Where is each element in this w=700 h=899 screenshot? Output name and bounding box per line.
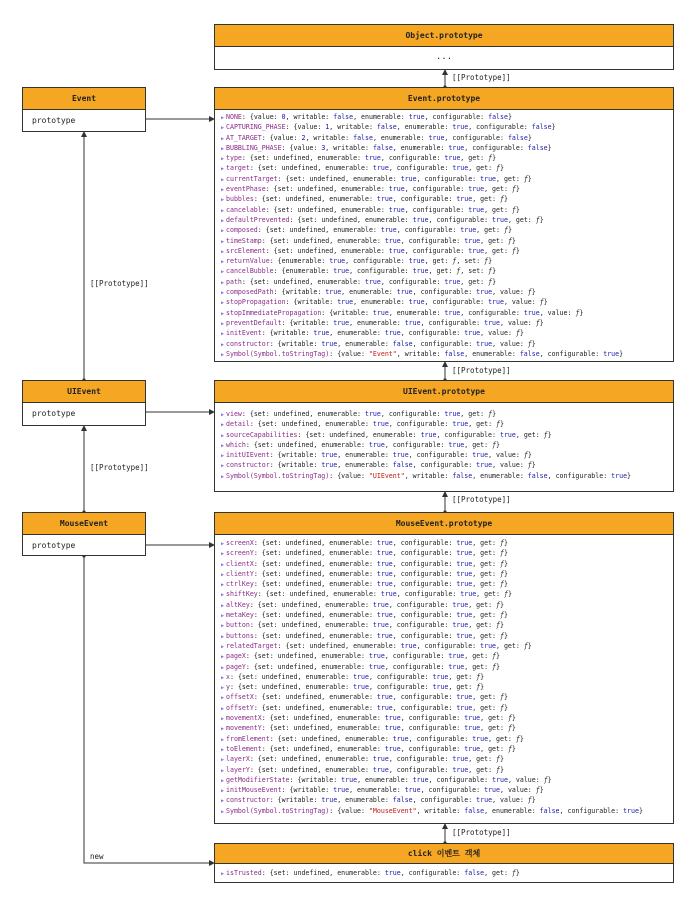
- expand-triangle-icon[interactable]: ▶: [221, 432, 225, 439]
- property-descriptor: {set: undefined, enumerable: true, configurable: true, get: ƒ}: [297, 215, 544, 224]
- property-row[interactable]: ▶ getModifierState: {writable: true, enumerable: true, configurable: true, value: ƒ}: [221, 775, 552, 784]
- object-prototype-box: [214, 24, 674, 70]
- property-key: sourceCapabilities: [226, 430, 298, 439]
- expand-triangle-icon[interactable]: ▶: [221, 777, 225, 784]
- link-new: [84, 556, 214, 863]
- object-prototype-title: Object.prototype: [215, 25, 673, 47]
- expand-triangle-icon[interactable]: ▶: [221, 541, 225, 547]
- property-row[interactable]: ▶ layerY: {set: undefined, enumerable: true, configurable: true, get: ƒ}: [221, 765, 504, 774]
- property-row[interactable]: ▶ detail: {set: undefined, enumerable: true, configurable: true, get: ƒ}: [221, 420, 504, 429]
- uievent-prototype-props: [215, 403, 673, 481]
- expand-triangle-icon[interactable]: ▶: [221, 310, 225, 317]
- expand-triangle-icon[interactable]: ▶: [221, 259, 225, 266]
- property-row[interactable]: ▶ cancelable: {set: undefined, enumerable: true, configurable: true, get: ƒ}: [221, 205, 520, 214]
- object-prototype-body: ...: [435, 52, 453, 62]
- property-key: Symbol(Symbol.toStringTag): [226, 471, 330, 480]
- property-row[interactable]: ▶ composedPath: {writable: true, enumerable: true, configurable: true, value: ƒ}: [221, 288, 536, 297]
- property-descriptor: {set: undefined, enumerable: true, configurable: true, get: ƒ}: [249, 277, 497, 286]
- property-row[interactable]: ▶ constructor: {writable: true, enumerable: false, configurable: true, value: ƒ}: [221, 339, 536, 348]
- property-row[interactable]: ▶ BUBBLING_PHASE: {value: 3, writable: false, enumerable: true, configurable: false}: [221, 143, 552, 152]
- expand-triangle-icon[interactable]: ▶: [221, 623, 225, 630]
- expand-triangle-icon[interactable]: ▶: [221, 300, 225, 307]
- expand-triangle-icon[interactable]: ▶: [221, 290, 225, 297]
- property-row[interactable]: ▶ shiftKey: {set: undefined, enumerable: true, configurable: true, get: ƒ}: [221, 590, 512, 599]
- property-descriptor: {value: 3, writable: false, enumerable: true, configurable: false}: [289, 143, 552, 152]
- expand-triangle-icon[interactable]: ▶: [221, 442, 225, 449]
- property-descriptor: {set: undefined, enumerable: true, configurable: true, get: ƒ}: [265, 590, 512, 599]
- expand-triangle-icon[interactable]: ▶: [221, 248, 225, 255]
- expand-triangle-icon[interactable]: ▶: [221, 633, 225, 640]
- expand-triangle-icon[interactable]: ▶: [221, 602, 225, 609]
- expand-triangle-icon[interactable]: ▶: [221, 135, 225, 142]
- property-key: clientY: [226, 569, 254, 578]
- prototype-link-label: [[Prototype]]: [452, 495, 511, 504]
- property-descriptor: {set: undefined, enumerable: true, configurable: true, get: ƒ}: [249, 154, 497, 163]
- property-key: stopImmediatePropagation: [226, 308, 322, 317]
- property-row[interactable]: ▶ srcElement: {set: undefined, enumerable: true, configurable: true, get: ƒ}: [221, 246, 520, 255]
- property-key: composed: [226, 226, 258, 235]
- expand-triangle-icon[interactable]: ▶: [221, 228, 225, 235]
- property-row[interactable]: ▶ initMouseEvent: {writable: true, enumerable: true, configurable: true, value: ƒ}: [221, 786, 544, 795]
- expand-triangle-icon[interactable]: ▶: [221, 716, 225, 723]
- property-row[interactable]: ▶ y: {set: undefined, enumerable: true, configurable: true, get: ƒ}: [221, 683, 485, 692]
- property-descriptor: {writable: true, enumerable: true, configurable: true, value: ƒ}: [289, 786, 544, 795]
- property-descriptor: {set: undefined, enumerable: true, configurable: true, get: ƒ}: [237, 683, 485, 692]
- property-descriptor: {writable: true, enumerable: false, configurable: true, value: ƒ}: [277, 461, 536, 470]
- expand-triangle-icon[interactable]: ▶: [221, 808, 225, 815]
- expand-triangle-icon[interactable]: ▶: [221, 217, 225, 224]
- property-row[interactable]: ▶ constructor: {writable: true, enumerable: false, configurable: true, value: ƒ}: [221, 796, 536, 805]
- property-row[interactable]: ▶ movementX: {set: undefined, enumerable: true, configurable: true, get: ƒ}: [221, 714, 516, 723]
- property-key: screenY: [226, 549, 254, 558]
- property-descriptor: {writable: true, enumerable: true, configurable: true, value: ƒ}: [293, 298, 548, 307]
- property-key: path: [226, 277, 242, 286]
- property-descriptor: {writable: true, enumerable: false, configurable: true, value: ƒ}: [277, 339, 536, 348]
- property-descriptor: {set: undefined, enumerable: true, configurable: true, get: ƒ}: [261, 703, 508, 712]
- expand-triangle-icon[interactable]: ▶: [221, 551, 225, 558]
- property-descriptor: {set: undefined, enumerable: true, configurable: true, get: ƒ}: [261, 549, 508, 558]
- property-row[interactable]: ▶ relatedTarget: {set: undefined, enumerable: true, configurable: true, get: ƒ}: [221, 641, 532, 650]
- expand-triangle-icon[interactable]: ▶: [221, 269, 225, 276]
- expand-triangle-icon[interactable]: ▶: [221, 279, 225, 286]
- property-descriptor: {set: undefined, enumerable: true, configurable: true, get: ƒ}: [261, 195, 508, 204]
- property-key: clientX: [226, 559, 254, 568]
- property-key: Symbol(Symbol.toStringTag): [226, 806, 330, 815]
- property-descriptor: {set: undefined, enumerable: true, configurable: true, get: ƒ}: [261, 559, 508, 568]
- expand-triangle-icon[interactable]: ▶: [221, 757, 225, 764]
- property-row[interactable]: ▶ screenY: {set: undefined, enumerable: true, configurable: true, get: ƒ}: [221, 549, 508, 558]
- expand-triangle-icon[interactable]: ▶: [221, 176, 225, 183]
- property-descriptor: {set: undefined, enumerable: true, configurable: true, get: ƒ}: [253, 662, 501, 671]
- property-key: stopPropagation: [226, 298, 286, 307]
- property-row[interactable]: ▶ clientY: {set: undefined, enumerable: true, configurable: true, get: ƒ}: [221, 569, 508, 578]
- property-key: layerX: [226, 755, 250, 764]
- click-event-object-title: click 이벤트 객체: [215, 844, 673, 864]
- property-row[interactable]: ▶ Symbol(Symbol.toStringTag): {value: "Event", writable: false, enumerable: false, configurable: true}: [221, 349, 624, 358]
- property-descriptor: {set: undefined, enumerable: true, configurable: true, get: ƒ}: [261, 693, 508, 702]
- property-key: preventDefault: [226, 318, 282, 327]
- property-descriptor: {value: "Event", writable: false, enumerable: false, configurable: true}: [337, 349, 624, 358]
- property-descriptor: {set: undefined, enumerable: true, configurable: true, get: ƒ}: [273, 205, 520, 214]
- expand-triangle-icon[interactable]: ▶: [221, 453, 225, 460]
- property-key: eventPhase: [226, 185, 266, 194]
- mouseevent-prototype-props: [215, 535, 673, 816]
- property-row[interactable]: ▶ layerX: {set: undefined, enumerable: true, configurable: true, get: ƒ}: [221, 755, 504, 764]
- property-row[interactable]: ▶ constructor: {writable: true, enumerable: false, configurable: true, value: ƒ}: [221, 461, 536, 470]
- property-descriptor: {set: undefined, enumerable: true, configurable: true, get: ƒ}: [253, 440, 501, 449]
- property-key: movementY: [226, 724, 262, 733]
- property-row[interactable]: ▶ metaKey: {set: undefined, enumerable: true, configurable: true, get: ƒ}: [221, 611, 508, 620]
- property-descriptor: {writable: true, enumerable: false, configurable: true, value: ƒ}: [277, 796, 536, 805]
- property-row[interactable]: ▶ type: {set: undefined, enumerable: true, configurable: true, get: ƒ}: [221, 154, 497, 163]
- property-descriptor: {set: undefined, enumerable: true, configurable: true, get: ƒ}: [261, 611, 508, 620]
- property-key: shiftKey: [226, 590, 258, 599]
- property-descriptor: {set: undefined, enumerable: true, configurable: false, get: ƒ}: [269, 869, 520, 877]
- prototype-link-label: [[Prototype]]: [452, 366, 511, 375]
- event-constructor-box: [22, 87, 146, 132]
- expand-triangle-icon[interactable]: ▶: [221, 674, 225, 681]
- event-constructor-title: Event: [23, 88, 145, 110]
- property-row[interactable]: ▶ initEvent: {writable: true, enumerable: true, configurable: true, value: ƒ}: [221, 329, 524, 338]
- property-descriptor: {set: undefined, enumerable: true, configurable: true, get: ƒ}: [265, 226, 512, 235]
- property-row[interactable]: ▶ which: {set: undefined, enumerable: true, configurable: true, get: ƒ}: [221, 440, 501, 449]
- property-key: cancelBubble: [226, 267, 274, 276]
- expand-triangle-icon[interactable]: ▶: [221, 664, 225, 671]
- property-key: defaultPrevented: [226, 215, 290, 224]
- property-row[interactable]: ▶ sourceCapabilities: {set: undefined, enumerable: true, configurable: true, get: ƒ}: [221, 430, 552, 439]
- property-row[interactable]: ▶ altKey: {set: undefined, enumerable: true, configurable: true, get: ƒ}: [221, 600, 504, 609]
- expand-triangle-icon[interactable]: ▶: [221, 187, 225, 194]
- property-key: type: [226, 154, 242, 163]
- property-key: fromElement: [226, 734, 270, 743]
- expand-triangle-icon[interactable]: ▶: [221, 463, 225, 470]
- property-descriptor: {value: 1, writable: false, enumerable: true, configurable: false}: [293, 123, 556, 132]
- uievent-prototype-title: UIEvent.prototype: [215, 381, 673, 403]
- property-descriptor: {set: undefined, enumerable: true, configurable: true, get: ƒ}: [273, 185, 520, 194]
- expand-triangle-icon[interactable]: ▶: [221, 571, 225, 578]
- property-key: toElement: [226, 744, 262, 753]
- property-descriptor: {writable: true, enumerable: true, configurable: true, value: ƒ}: [269, 329, 524, 338]
- property-row[interactable]: ▶ offsetX: {set: undefined, enumerable: true, configurable: true, get: ƒ}: [221, 693, 508, 702]
- expand-triangle-icon[interactable]: ▶: [221, 685, 225, 692]
- property-key: target: [226, 164, 250, 173]
- property-key: y: [226, 683, 230, 692]
- expand-triangle-icon[interactable]: ▶: [221, 125, 225, 132]
- property-descriptor: {value: "UIEvent", writable: false, enumerable: false, configurable: true}: [337, 471, 632, 480]
- property-descriptor: {writable: true, enumerable: true, configurable: true, value: ƒ}: [289, 318, 544, 327]
- property-key: offsetY: [226, 703, 254, 712]
- property-descriptor: {set: undefined, enumerable: true, configurable: true, get: ƒ}: [249, 410, 497, 418]
- property-row[interactable]: ▶ NONE: {value: 0, writable: false, enumerable: true, configurable: false}: [221, 113, 512, 121]
- expand-triangle-icon[interactable]: ▶: [221, 582, 225, 589]
- property-key: initMouseEvent: [226, 786, 282, 795]
- property-key: srcElement: [226, 246, 266, 255]
- expand-triangle-icon[interactable]: ▶: [221, 592, 225, 599]
- property-key: screenX: [226, 539, 254, 547]
- property-row[interactable]: ▶ buttons: {set: undefined, enumerable: true, configurable: true, get: ƒ}: [221, 631, 508, 640]
- property-row[interactable]: ▶ stopPropagation: {writable: true, enumerable: true, configurable: true, value: ƒ}: [221, 298, 548, 307]
- property-key: bubbles: [226, 195, 254, 204]
- property-row[interactable]: ▶ composed: {set: undefined, enumerable: true, configurable: true, get: ƒ}: [221, 226, 512, 235]
- property-descriptor: {writable: true, enumerable: true, configurable: true, value: ƒ}: [281, 288, 536, 297]
- click-event-object-box: [214, 843, 674, 883]
- property-descriptor: {set: undefined, enumerable: true, configurable: true, get: ƒ}: [269, 744, 516, 753]
- property-row[interactable]: ▶ preventDefault: {writable: true, enumerable: true, configurable: true, value: ƒ}: [221, 318, 544, 327]
- property-descriptor: {set: undefined, enumerable: true, configurable: true, get: ƒ}: [257, 420, 504, 429]
- mouseevent-prototype-prop: prototype: [32, 541, 76, 550]
- property-key: view: [226, 410, 242, 418]
- property-row[interactable]: ▶ pageX: {set: undefined, enumerable: true, configurable: true, get: ƒ}: [221, 652, 501, 661]
- event-prototype-title: Event.prototype: [215, 88, 673, 110]
- property-descriptor: {value: "MouseEvent", writable: false, enumerable: false, configurable: true}: [337, 806, 643, 815]
- property-key: ctrlKey: [226, 580, 254, 589]
- expand-triangle-icon[interactable]: ▶: [221, 705, 225, 712]
- expand-triangle-icon[interactable]: ▶: [221, 654, 225, 661]
- expand-triangle-icon[interactable]: ▶: [221, 788, 225, 795]
- expand-triangle-icon[interactable]: ▶: [221, 695, 225, 702]
- property-key: constructor: [226, 461, 270, 470]
- prototype-link-label: [[Prototype]]: [452, 828, 511, 837]
- expand-triangle-icon[interactable]: ▶: [221, 351, 225, 358]
- property-key: cancelable: [226, 205, 266, 214]
- property-row[interactable]: ▶ path: {set: undefined, enumerable: true, configurable: true, get: ƒ}: [221, 277, 497, 286]
- event-prototype-props: [215, 110, 673, 359]
- event-prototype-box: [214, 87, 674, 362]
- property-descriptor: {writable: true, enumerable: true, configurable: true, value: ƒ}: [329, 308, 584, 317]
- property-descriptor: {writable: true, enumerable: true, configurable: true, value: ƒ}: [277, 451, 532, 460]
- property-key: relatedTarget: [226, 641, 278, 650]
- property-row[interactable]: ▶ currentTarget: {set: undefined, enumerable: true, configurable: true, get: ƒ}: [221, 174, 532, 183]
- property-key: getModifierState: [226, 775, 290, 784]
- property-descriptor: {value: 0, writable: false, enumerable: true, configurable: false}: [249, 113, 512, 121]
- property-row[interactable]: ▶ isTrusted: {set: undefined, enumerable: true, configurable: false, get: ƒ}: [221, 869, 520, 877]
- property-descriptor: {set: undefined, enumerable: true, configurable: true, get: ƒ}: [257, 621, 504, 630]
- property-descriptor: {set: undefined, enumerable: true, configurable: true, get: ƒ}: [257, 765, 504, 774]
- uievent-prototype-box: [214, 380, 674, 492]
- property-descriptor: {set: undefined, enumerable: true, configurable: true, get: ƒ}: [261, 580, 508, 589]
- property-descriptor: {set: undefined, enumerable: true, configurable: true, get: ƒ}: [253, 652, 501, 661]
- property-row[interactable]: ▶ Symbol(Symbol.toStringTag): {value: "MouseEvent", writable: false, enumerable: false, configurable: true}: [221, 806, 643, 815]
- new-label: new: [90, 852, 104, 861]
- property-key: NONE: [226, 113, 242, 121]
- property-row[interactable]: ▶ pageY: {set: undefined, enumerable: true, configurable: true, get: ƒ}: [221, 662, 501, 671]
- expand-triangle-icon[interactable]: ▶: [221, 115, 225, 121]
- property-descriptor: {set: undefined, enumerable: true, configurable: true, get: ƒ}: [269, 714, 516, 723]
- property-key: currentTarget: [226, 174, 278, 183]
- expand-triangle-icon[interactable]: ▶: [221, 871, 225, 877]
- property-row[interactable]: ▶ screenX: {set: undefined, enumerable: true, configurable: true, get: ƒ}: [221, 539, 508, 547]
- expand-triangle-icon[interactable]: ▶: [221, 726, 225, 733]
- property-key: pageX: [226, 652, 246, 661]
- expand-triangle-icon[interactable]: ▶: [221, 736, 225, 743]
- property-descriptor: {set: undefined, enumerable: true, configurable: true, get: ƒ}: [285, 641, 532, 650]
- property-descriptor: {set: undefined, enumerable: true, configurable: true, get: ƒ}: [277, 734, 524, 743]
- property-key: pageY: [226, 662, 246, 671]
- property-row[interactable]: ▶ CAPTURING_PHASE: {value: 1, writable: false, enumerable: true, configurable: false}: [221, 123, 556, 132]
- property-key: composedPath: [226, 288, 274, 297]
- property-key: initEvent: [226, 329, 262, 338]
- property-descriptor: {set: undefined, enumerable: true, configurable: true, get: ƒ}: [305, 430, 552, 439]
- prototype-link-label: [[Prototype]]: [90, 279, 149, 288]
- property-descriptor: {set: undefined, enumerable: true, configurable: true, get: ƒ}: [261, 631, 508, 640]
- expand-triangle-icon[interactable]: ▶: [221, 643, 225, 650]
- property-descriptor: {set: undefined, enumerable: true, configurable: true, get: ƒ}: [261, 569, 508, 578]
- property-descriptor: {set: undefined, enumerable: true, configurable: true, get: ƒ}: [257, 600, 504, 609]
- property-row[interactable]: ▶ bubbles: {set: undefined, enumerable: true, configurable: true, get: ƒ}: [221, 195, 508, 204]
- prototype-link-label: [[Prototype]]: [90, 463, 149, 472]
- expand-triangle-icon[interactable]: ▶: [221, 207, 225, 214]
- property-key: movementX: [226, 714, 262, 723]
- property-descriptor: {writable: true, enumerable: true, configurable: true, value: ƒ}: [297, 775, 552, 784]
- property-row[interactable]: ▶ ctrlKey: {set: undefined, enumerable: true, configurable: true, get: ƒ}: [221, 580, 508, 589]
- property-key: offsetX: [226, 693, 254, 702]
- property-key: buttons: [226, 631, 254, 640]
- uievent-constructor-box: [22, 380, 146, 426]
- uievent-constructor-title: UIEvent: [23, 381, 145, 403]
- expand-triangle-icon[interactable]: ▶: [221, 473, 225, 480]
- property-key: detail: [226, 420, 250, 429]
- property-key: returnValue: [226, 257, 270, 266]
- uievent-prototype-prop: prototype: [32, 409, 76, 418]
- property-row[interactable]: ▶ fromElement: {set: undefined, enumerable: true, configurable: true, get: ƒ}: [221, 734, 524, 743]
- mouseevent-prototype-box: [214, 512, 674, 824]
- property-row[interactable]: ▶ x: {set: undefined, enumerable: true, configurable: true, get: ƒ}: [221, 672, 485, 681]
- property-key: layerY: [226, 765, 250, 774]
- expand-triangle-icon[interactable]: ▶: [221, 767, 225, 774]
- property-row[interactable]: ▶ offsetY: {set: undefined, enumerable: true, configurable: true, get: ƒ}: [221, 703, 508, 712]
- property-row[interactable]: ▶ view: {set: undefined, enumerable: true, configurable: true, get: ƒ}: [221, 410, 497, 418]
- property-descriptor: {set: undefined, enumerable: true, configurable: true, get: ƒ}: [269, 236, 516, 245]
- prototype-link-label: [[Prototype]]: [452, 73, 511, 82]
- property-key: x: [226, 672, 230, 681]
- expand-triangle-icon[interactable]: ▶: [221, 238, 225, 245]
- property-row[interactable]: ▶ movementY: {set: undefined, enumerable: true, configurable: true, get: ƒ}: [221, 724, 516, 733]
- property-key: AT_TARGET: [226, 133, 262, 142]
- property-key: Symbol(Symbol.toStringTag): [226, 349, 330, 358]
- expand-triangle-icon[interactable]: ▶: [221, 613, 225, 620]
- property-descriptor: {set: undefined, enumerable: true, configurable: true, get: ƒ}: [285, 174, 532, 183]
- property-descriptor: {set: undefined, enumerable: true, configurable: true, get: ƒ}: [269, 724, 516, 733]
- mouseevent-prototype-title: MouseEvent.prototype: [215, 513, 673, 535]
- property-descriptor: {set: undefined, enumerable: true, configurable: true, get: ƒ}: [257, 164, 504, 173]
- property-key: which: [226, 440, 246, 449]
- expand-triangle-icon[interactable]: ▶: [221, 156, 225, 163]
- property-row[interactable]: ▶ eventPhase: {set: undefined, enumerable: true, configurable: true, get: ƒ}: [221, 185, 520, 194]
- property-row[interactable]: ▶ stopImmediatePropagation: {writable: true, enumerable: true, configurable: true, value: ƒ}: [221, 308, 584, 317]
- expand-triangle-icon[interactable]: ▶: [221, 561, 225, 568]
- expand-triangle-icon[interactable]: ▶: [221, 412, 225, 418]
- expand-triangle-icon[interactable]: ▶: [221, 341, 225, 348]
- property-key: altKey: [226, 600, 250, 609]
- property-row[interactable]: ▶ clientX: {set: undefined, enumerable: true, configurable: true, get: ƒ}: [221, 559, 508, 568]
- property-descriptor: {value: 2, writable: false, enumerable: true, configurable: false}: [269, 133, 532, 142]
- mouseevent-constructor-title: MouseEvent: [23, 513, 145, 535]
- expand-triangle-icon[interactable]: ▶: [221, 331, 225, 338]
- property-key: constructor: [226, 339, 270, 348]
- property-row[interactable]: ▶ initUIEvent: {writable: true, enumerable: true, configurable: true, value: ƒ}: [221, 451, 532, 460]
- property-row[interactable]: ▶ defaultPrevented: {set: undefined, enumerable: true, configurable: true, get: ƒ}: [221, 215, 544, 224]
- property-key: timeStamp: [226, 236, 262, 245]
- property-key: BUBBLING_PHASE: [226, 143, 282, 152]
- mouseevent-constructor-box: [22, 512, 146, 556]
- expand-triangle-icon[interactable]: ▶: [221, 798, 225, 805]
- property-row[interactable]: ▶ returnValue: {enumerable: true, configurable: true, get: ƒ, set: ƒ}: [221, 257, 493, 266]
- property-row[interactable]: ▶ target: {set: undefined, enumerable: true, configurable: true, get: ƒ}: [221, 164, 504, 173]
- property-row[interactable]: ▶ toElement: {set: undefined, enumerable: true, configurable: true, get: ƒ}: [221, 744, 516, 753]
- property-row[interactable]: ▶ timeStamp: {set: undefined, enumerable: true, configurable: true, get: ƒ}: [221, 236, 516, 245]
- property-key: initUIEvent: [226, 451, 270, 460]
- expand-triangle-icon[interactable]: ▶: [221, 422, 225, 429]
- property-row[interactable]: ▶ button: {set: undefined, enumerable: true, configurable: true, get: ƒ}: [221, 621, 504, 630]
- property-row[interactable]: ▶ Symbol(Symbol.toStringTag): {value: "UIEvent", writable: false, enumerable: false, configurable: true}: [221, 471, 632, 480]
- property-descriptor: {enumerable: true, configurable: true, get: ƒ, set: ƒ}: [281, 267, 497, 276]
- click-event-object-props: [215, 864, 673, 878]
- event-prototype-prop: prototype: [32, 116, 76, 125]
- property-descriptor: {enumerable: true, configurable: true, get: ƒ, set: ƒ}: [277, 257, 493, 266]
- expand-triangle-icon[interactable]: ▶: [221, 145, 225, 152]
- property-key: constructor: [226, 796, 270, 805]
- expand-triangle-icon[interactable]: ▶: [221, 746, 225, 753]
- property-descriptor: {set: undefined, enumerable: true, configurable: true, get: ƒ}: [237, 672, 485, 681]
- property-key: button: [226, 621, 250, 630]
- property-key: isTrusted: [226, 869, 262, 877]
- property-key: CAPTURING_PHASE: [226, 123, 286, 132]
- property-descriptor: {set: undefined, enumerable: true, configurable: true, get: ƒ}: [257, 755, 504, 764]
- expand-triangle-icon[interactable]: ▶: [221, 166, 225, 173]
- expand-triangle-icon[interactable]: ▶: [221, 197, 225, 204]
- property-descriptor: {set: undefined, enumerable: true, configurable: true, get: ƒ}: [261, 539, 508, 547]
- property-key: metaKey: [226, 611, 254, 620]
- property-row[interactable]: ▶ cancelBubble: {enumerable: true, configurable: true, get: ƒ, set: ƒ}: [221, 267, 497, 276]
- property-row[interactable]: ▶ AT_TARGET: {value: 2, writable: false, enumerable: true, configurable: false}: [221, 133, 532, 142]
- property-descriptor: {set: undefined, enumerable: true, configurable: true, get: ƒ}: [273, 246, 520, 255]
- expand-triangle-icon[interactable]: ▶: [221, 320, 225, 327]
